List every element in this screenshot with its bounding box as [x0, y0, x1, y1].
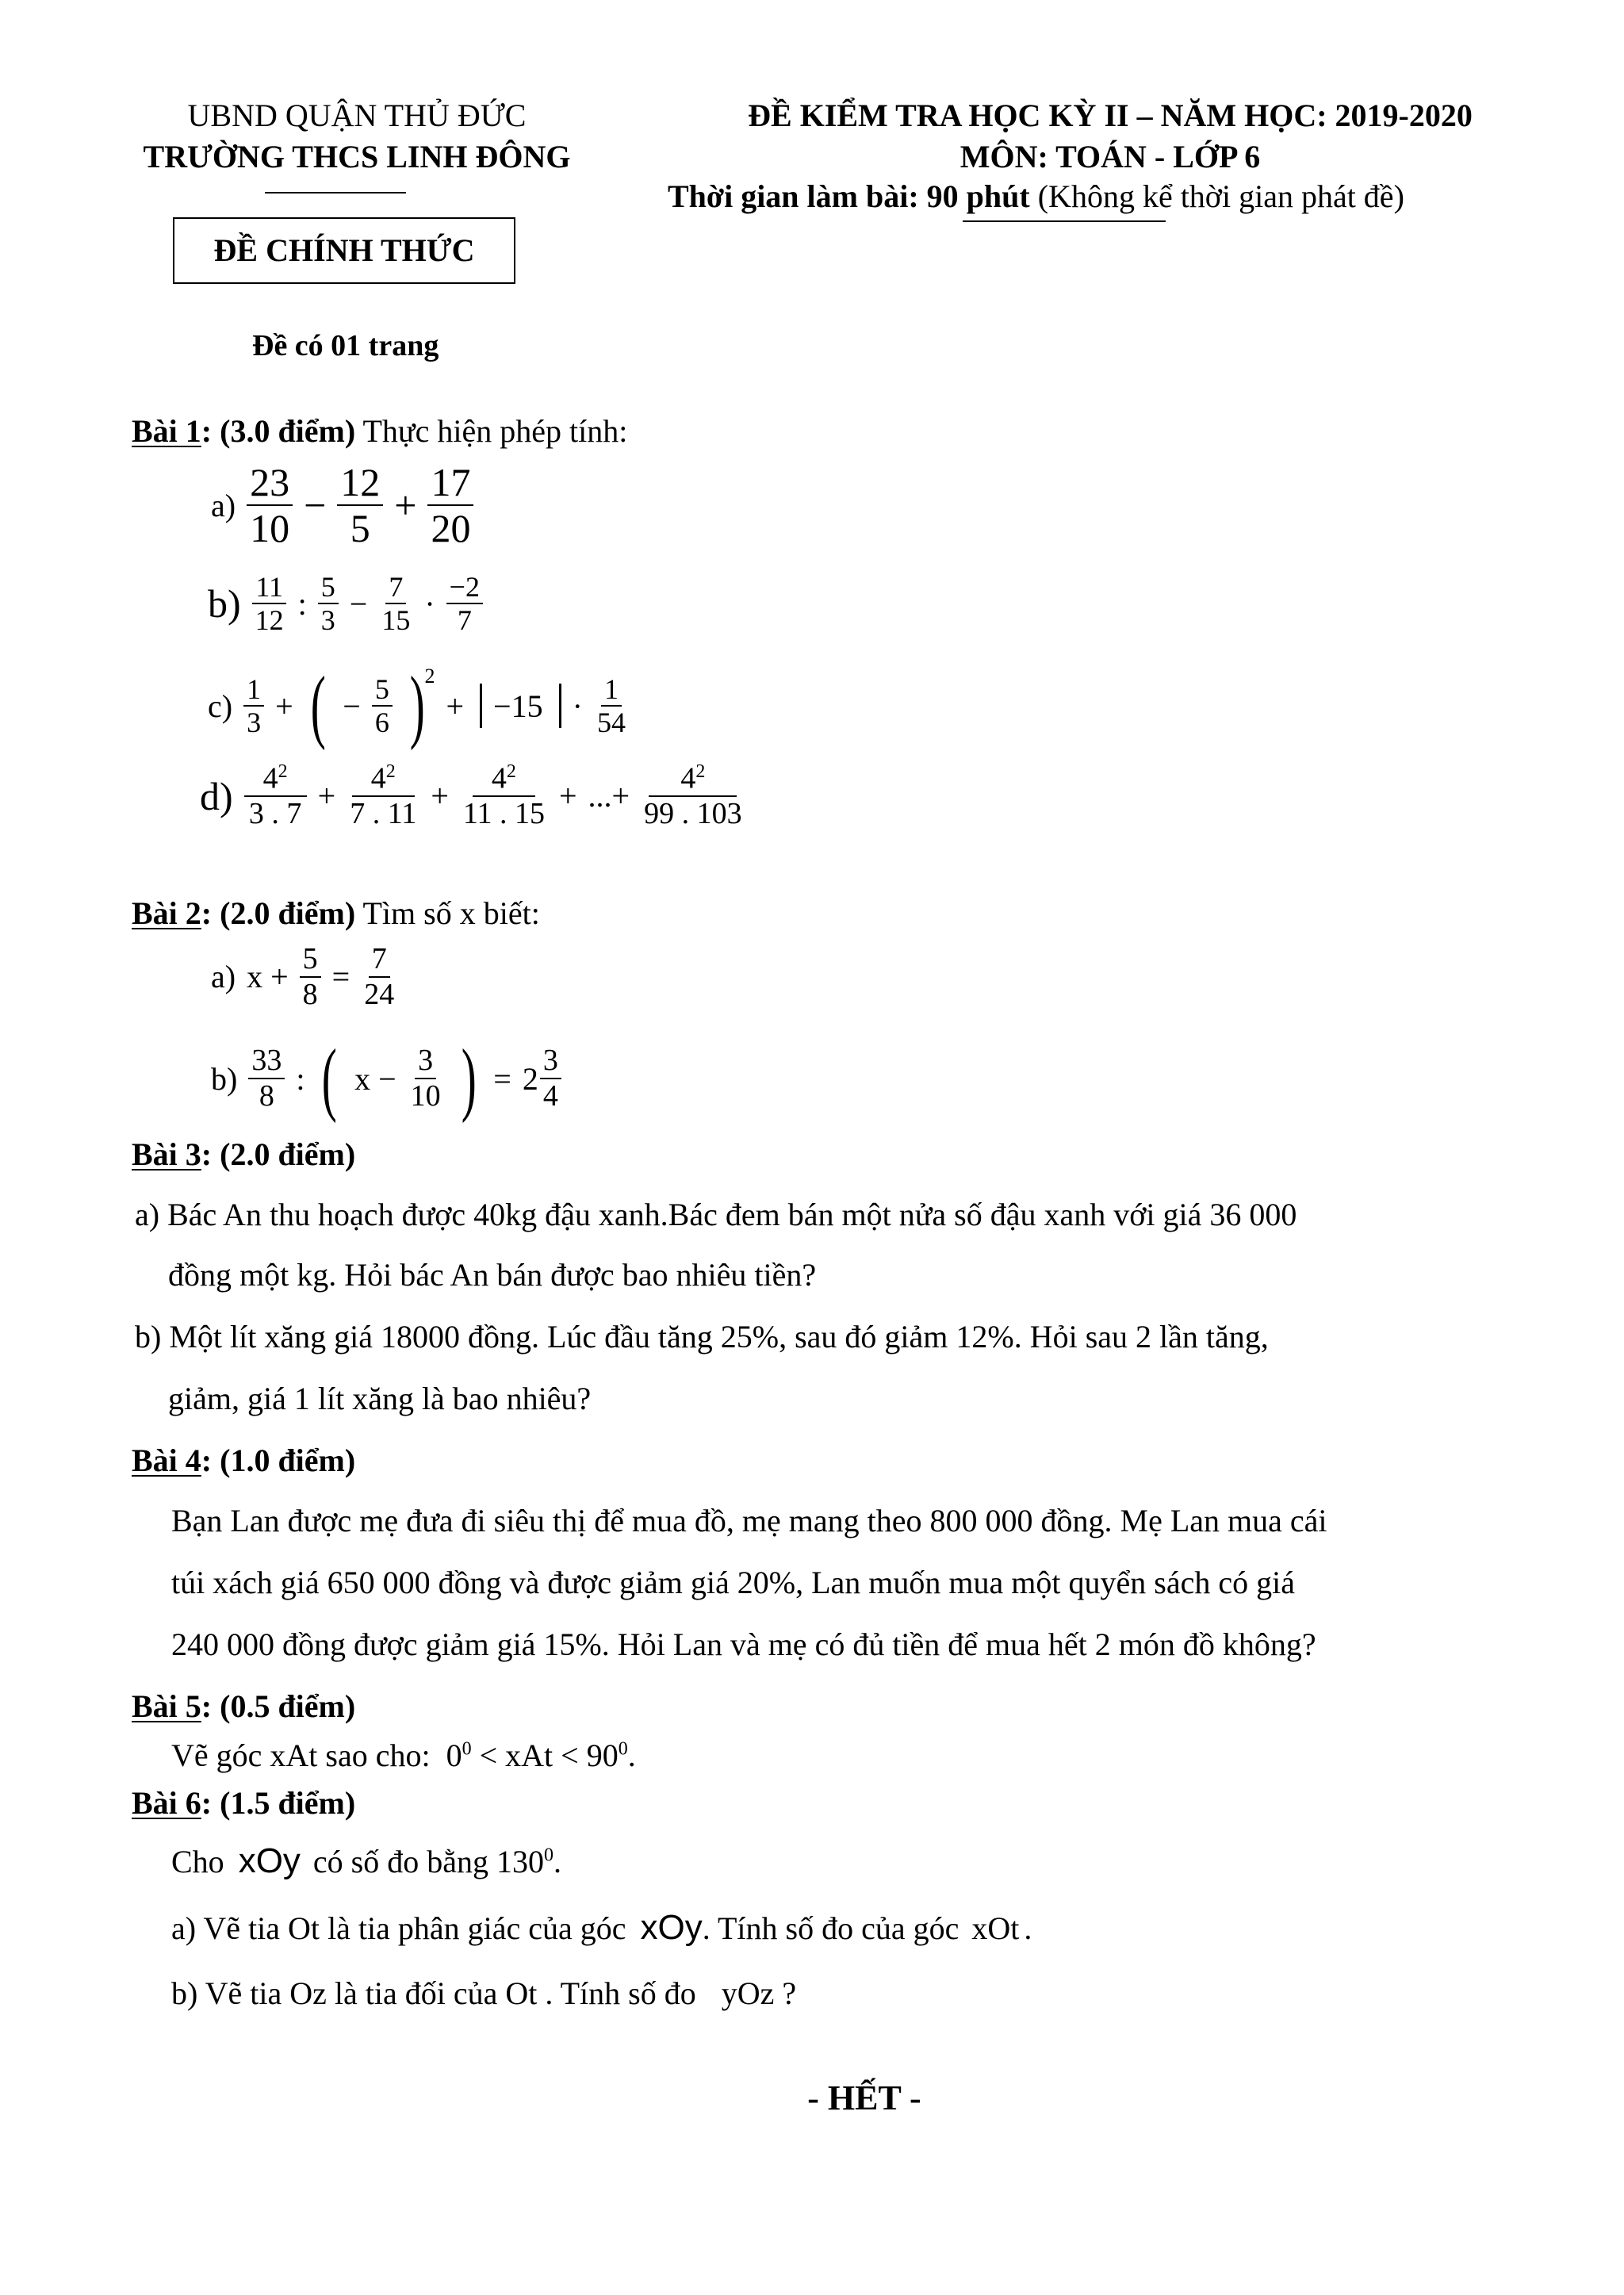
base: 4 — [680, 761, 696, 795]
fraction — [540, 1044, 561, 1113]
ellipsis: ...+ — [588, 778, 630, 814]
bai4-points: : (1.0 điểm) — [201, 1443, 356, 1478]
numerator — [473, 761, 535, 797]
operator: + — [446, 688, 465, 724]
numerator: 23 — [247, 460, 293, 506]
numerator: 7 — [385, 571, 406, 604]
base: 4 — [491, 761, 507, 795]
operator: · — [424, 585, 435, 622]
bai6-b-text: b) Vẽ tia Oz là tia đối của Ot . Tính số đo — [171, 1975, 696, 2011]
numerator: 1 — [243, 673, 264, 707]
denominator: 3 — [247, 707, 262, 738]
base: 4 — [370, 761, 386, 795]
pages-note: Đề có 01 trang — [252, 329, 439, 362]
bai6-label: Bài 6 — [132, 1785, 201, 1821]
operator: − — [304, 483, 327, 527]
numerator: 11 — [252, 571, 286, 604]
exam-subject: MÔN: TOÁN - LỚP 6 — [959, 139, 1261, 174]
angle-name: xAt — [505, 1738, 553, 1773]
bai6-heading — [132, 1784, 355, 1822]
denominator: 10 — [410, 1079, 441, 1113]
bai3-points: : (2.0 điểm) — [201, 1136, 356, 1172]
time-underline — [963, 220, 1166, 222]
bai1-a-label: a) — [211, 487, 236, 523]
bai1-b — [208, 571, 494, 637]
fraction — [252, 571, 287, 637]
degree: 0 — [462, 1738, 472, 1760]
operator: + — [317, 778, 336, 814]
degree: 0 — [618, 1738, 628, 1760]
fraction — [300, 942, 321, 1011]
operator: − — [349, 585, 368, 622]
bai4-line2: túi xách giá 650 000 đồng và được giảm giá 20%, Lan muốn mua một quyển sách có giá — [171, 1565, 1295, 1600]
angle-name: yOz — [721, 1975, 775, 2011]
bai4-line3: 240 000 đồng được giảm giá 15%. Hỏi Lan và mẹ có đủ tiền để mua hết 2 món đồ không? — [171, 1626, 1316, 1662]
fraction — [378, 571, 413, 637]
denominator: 10 — [250, 506, 290, 550]
fraction — [460, 761, 548, 831]
fraction — [361, 942, 397, 1011]
fraction — [247, 460, 293, 550]
bai3-a-line1: a) Bác An thu hoạch được 40kg đậu xanh.Bác đem bán một nửa số đậu xanh với giá 36 000 — [135, 1197, 1297, 1232]
bai6-b — [171, 1975, 796, 2012]
denominator: 20 — [431, 506, 471, 550]
end-marker: - HẾT - — [807, 2079, 921, 2117]
fraction — [594, 673, 629, 739]
denominator: 8 — [302, 977, 318, 1011]
fraction — [337, 460, 383, 550]
denominator: 15 — [381, 604, 411, 637]
numerator: 3 — [540, 1044, 561, 1079]
angle-name: xOt — [971, 1910, 1020, 1946]
bai4-line1: Bạn Lan được mẹ đưa đi siêu thị để mua đồ, mẹ mang theo 800 000 đồng. Mẹ Lan mua cái — [171, 1503, 1327, 1538]
operator: < — [479, 1738, 498, 1773]
denominator: 6 — [374, 707, 389, 738]
bai3-heading — [132, 1136, 355, 1173]
bai2-a-label: a) — [211, 959, 236, 995]
bai1-label: Bài 1 — [132, 413, 201, 449]
denominator: 5 — [350, 506, 370, 550]
bai6-cho: Cho — [171, 1844, 224, 1879]
bai5-heading — [132, 1688, 355, 1725]
denominator: 54 — [596, 707, 626, 738]
variable: x − — [354, 1060, 396, 1097]
operator: + — [431, 778, 449, 814]
denominator: 7 — [457, 604, 472, 637]
operator: + — [394, 483, 417, 527]
bai2-a — [211, 942, 408, 1011]
bai6-measure-text: có số đo bằng — [312, 1844, 488, 1879]
bai3-b-line1: b) Một lít xăng giá 18000 đồng. Lúc đầu tăng 25%, sau đó giảm 12%. Hỏi sau 2 lần tăng, — [135, 1319, 1269, 1354]
exponent: 2 — [385, 761, 396, 782]
numerator: 12 — [337, 460, 383, 506]
bai5-label: Bài 5 — [132, 1688, 201, 1724]
bai6-given — [171, 1841, 561, 1881]
time-value: 90 phút — [926, 178, 1030, 214]
numerator — [352, 761, 415, 797]
equals: = — [493, 1060, 511, 1097]
numerator: 17 — [427, 460, 473, 506]
fraction — [347, 761, 419, 831]
right-paren: ) — [409, 660, 425, 751]
variable: x + — [247, 959, 289, 995]
fraction — [641, 761, 745, 831]
bai6-points: : (1.5 điểm) — [201, 1785, 356, 1821]
time-label: Thời gian làm bài: — [668, 178, 919, 214]
period: . — [553, 1844, 561, 1879]
fraction — [318, 571, 339, 637]
bai2-b — [211, 1033, 573, 1124]
denominator: 99 . 103 — [644, 797, 742, 831]
abs-bar-right — [559, 684, 561, 728]
exponent: 2 — [506, 761, 516, 782]
base: 4 — [262, 761, 278, 795]
bai3-label: Bài 3 — [132, 1136, 201, 1172]
exponent: 2 — [278, 761, 288, 782]
bai1-points: : (3.0 điểm) — [201, 413, 356, 449]
exam-time — [668, 178, 1404, 215]
operator: − — [343, 688, 361, 724]
bai4-label: Bài 4 — [132, 1443, 201, 1478]
denominator: 12 — [255, 604, 284, 637]
operator: : — [296, 1060, 305, 1097]
angle-name: xOy — [238, 1841, 301, 1880]
bai2-prompt: Tìm số x biết: — [362, 895, 540, 931]
bai1-heading — [132, 412, 627, 450]
bai6-a — [171, 1908, 1032, 1948]
numerator: 5 — [318, 571, 339, 604]
bai5-points: : (0.5 điểm) — [201, 1688, 356, 1724]
bai2-heading — [132, 895, 540, 932]
operator: + — [558, 778, 577, 814]
abs-value: −15 — [493, 688, 543, 724]
bai5-value: 0 — [446, 1738, 462, 1773]
fraction — [408, 1044, 444, 1113]
exponent: 2 — [424, 665, 435, 688]
fraction — [248, 1044, 285, 1113]
bai6-a-rest: . Tính số đo của góc — [702, 1910, 959, 1946]
right-paren: ) — [461, 1033, 477, 1124]
operator: < — [561, 1738, 579, 1773]
left-paren: ( — [310, 660, 326, 751]
bai1-prompt: Thực hiện phép tính: — [362, 413, 628, 449]
fraction — [446, 571, 483, 637]
bai2-label: Bài 2 — [132, 895, 201, 931]
exponent: 2 — [695, 761, 706, 782]
numerator: −2 — [446, 571, 483, 604]
denominator: 7 . 11 — [350, 797, 417, 831]
numerator: 3 — [415, 1044, 436, 1079]
denominator: 8 — [259, 1079, 274, 1113]
numerator: 5 — [300, 942, 321, 978]
numerator — [244, 761, 307, 797]
bai1-c-label: c) — [208, 688, 233, 724]
bai4-heading — [132, 1442, 355, 1479]
numerator: 33 — [248, 1044, 285, 1079]
period: . — [627, 1738, 636, 1773]
bai3-b-line2: giảm, giá 1 lít xăng là bao nhiêu? — [168, 1381, 592, 1416]
bai1-d — [200, 761, 756, 831]
bai2-points: : (2.0 điểm) — [201, 895, 356, 931]
fraction — [244, 761, 307, 831]
district-name: UBND QUẬN THỦ ĐỨC — [187, 98, 527, 133]
bai5-text — [171, 1737, 636, 1774]
degree: 0 — [544, 1845, 553, 1866]
bai1-b-label: b) — [208, 581, 241, 626]
numerator — [649, 761, 737, 797]
fraction — [243, 673, 264, 739]
bai2-b-label: b) — [211, 1060, 238, 1097]
bai6-a-text: a) Vẽ tia Ot là tia phân giác của góc — [171, 1910, 626, 1946]
operator: : — [297, 585, 307, 622]
time-note: (Không kể thời gian phát đề) — [1037, 178, 1404, 214]
exam-title: ĐỀ KIỂM TRA HỌC KỲ II – NĂM HỌC: 2019-2020 — [748, 98, 1473, 133]
bai3-a-line2: đồng một kg. Hỏi bác An bán được bao nhiêu tiền? — [168, 1257, 817, 1293]
denominator: 11 . 15 — [462, 797, 545, 831]
question-mark: ? — [782, 1975, 797, 2011]
mixed-whole: 2 — [522, 1060, 538, 1097]
header-divider — [265, 192, 406, 193]
denominator: 4 — [542, 1079, 558, 1113]
bai1-c — [208, 660, 640, 751]
angle-value: 130 — [496, 1844, 544, 1879]
equals: = — [331, 959, 350, 995]
numerator: 7 — [369, 942, 390, 978]
bai1-a — [211, 460, 485, 550]
operator: · — [572, 688, 583, 724]
period: . — [1024, 1910, 1032, 1946]
bai5-value: 90 — [586, 1738, 619, 1773]
fraction — [372, 673, 393, 739]
numerator: 5 — [372, 673, 393, 707]
bai1-d-label: d) — [200, 773, 233, 818]
numerator: 1 — [601, 673, 622, 707]
school-name: TRƯỜNG THCS LINH ĐÔNG — [143, 139, 571, 174]
denominator: 3 . 7 — [248, 797, 302, 831]
official-box: ĐỀ CHÍNH THỨC — [173, 217, 515, 284]
denominator: 3 — [320, 604, 335, 637]
denominator: 24 — [364, 977, 395, 1011]
operator: + — [275, 688, 293, 724]
abs-bar-left — [480, 684, 482, 728]
bai5-instruction: Vẽ góc xAt sao cho: — [171, 1738, 431, 1773]
fraction — [427, 460, 473, 550]
angle-name: xOy — [640, 1908, 703, 1947]
left-paren: ( — [322, 1033, 338, 1124]
